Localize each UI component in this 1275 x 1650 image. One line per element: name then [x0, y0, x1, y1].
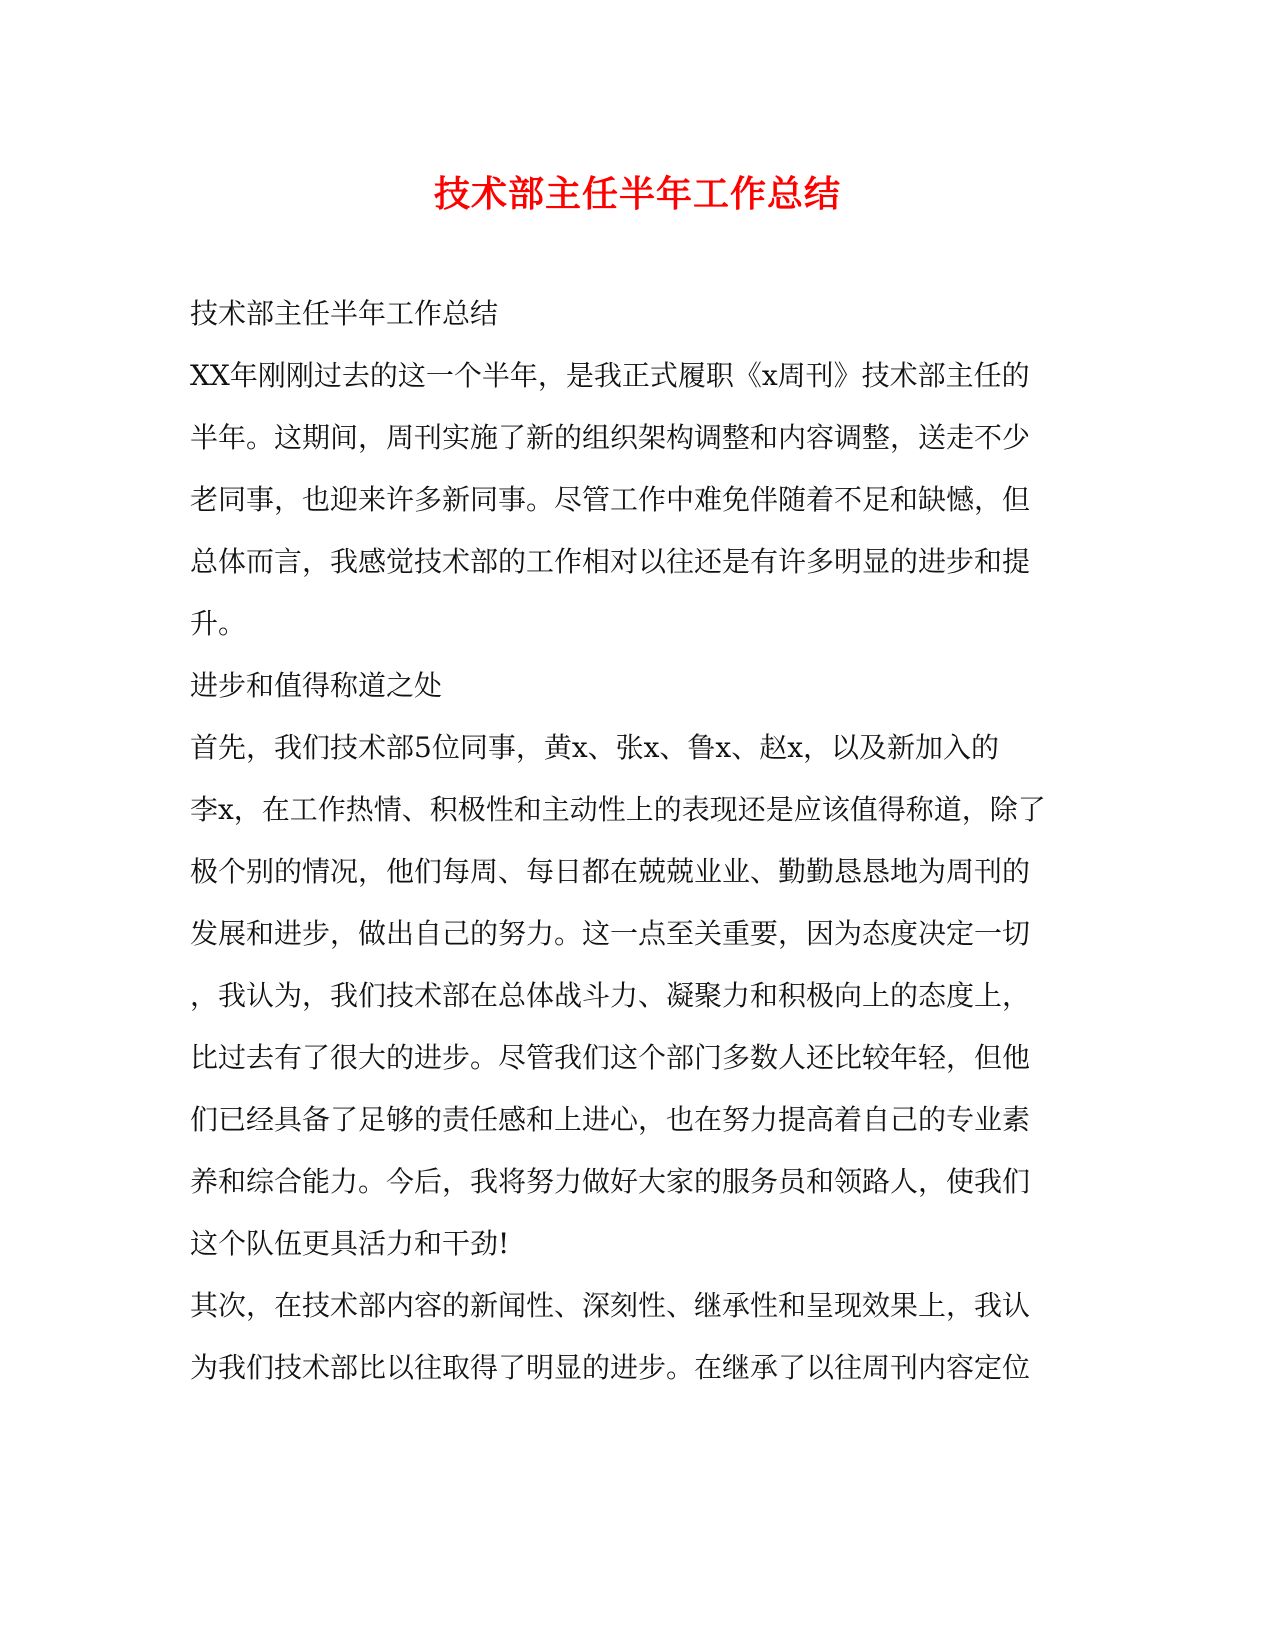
text-line: 首先，我们技术部5位同事，黄x、张x、鲁x、赵x，以及新加入的	[190, 731, 999, 764]
text-line: 李x，在工作热情、积极性和主动性上的表现还是应该值得称道，除了	[190, 793, 1046, 826]
text-line: 技术部主任半年工作总结	[190, 297, 499, 330]
document-body	[190, 283, 1090, 1399]
text-line: 养和综合能力。今后，我将努力做好大家的服务员和领路人，使我们	[190, 1165, 1031, 1198]
text-line: 比过去有了很大的进步。尽管我们这个部门多数人还比较年轻，但他	[190, 1041, 1031, 1074]
text-line: 极个别的情况，他们每周、每日都在兢兢业业、勤勤恳恳地为周刊的	[190, 855, 1031, 888]
text-line: 升。	[190, 607, 247, 640]
text-line: ，我认为，我们技术部在总体战斗力、凝聚力和积极向上的态度上，	[190, 979, 1031, 1012]
section-heading: 进步和值得称道之处	[190, 669, 443, 702]
text-line: 其次，在技术部内容的新闻性、深刻性、继承性和呈现效果上，我认	[190, 1289, 1031, 1322]
text-line: 半年。这期间，周刊实施了新的组织架构调整和内容调整，送走不少	[190, 421, 1031, 454]
text-line: XX年刚刚过去的这一个半年，是我正式履职《x周刊》技术部主任的	[190, 359, 1030, 392]
text-line: 发展和进步，做出自己的努力。这一点至关重要，因为态度决定一切	[190, 917, 1031, 950]
text-line: 这个队伍更具活力和干劲!	[190, 1227, 510, 1260]
text-line: 为我们技术部比以往取得了明显的进步。在继承了以往周刊内容定位	[190, 1351, 1031, 1384]
text-line: 老同事，也迎来许多新同事。尽管工作中难免伴随着不足和缺憾，但	[190, 483, 1031, 516]
text-line: 们已经具备了足够的责任感和上进心，也在努力提高着自己的专业素	[190, 1103, 1031, 1136]
page-title: 技术部主任半年工作总结	[433, 173, 841, 215]
text-line: 总体而言，我感觉技术部的工作相对以往还是有许多明显的进步和提	[190, 545, 1031, 578]
